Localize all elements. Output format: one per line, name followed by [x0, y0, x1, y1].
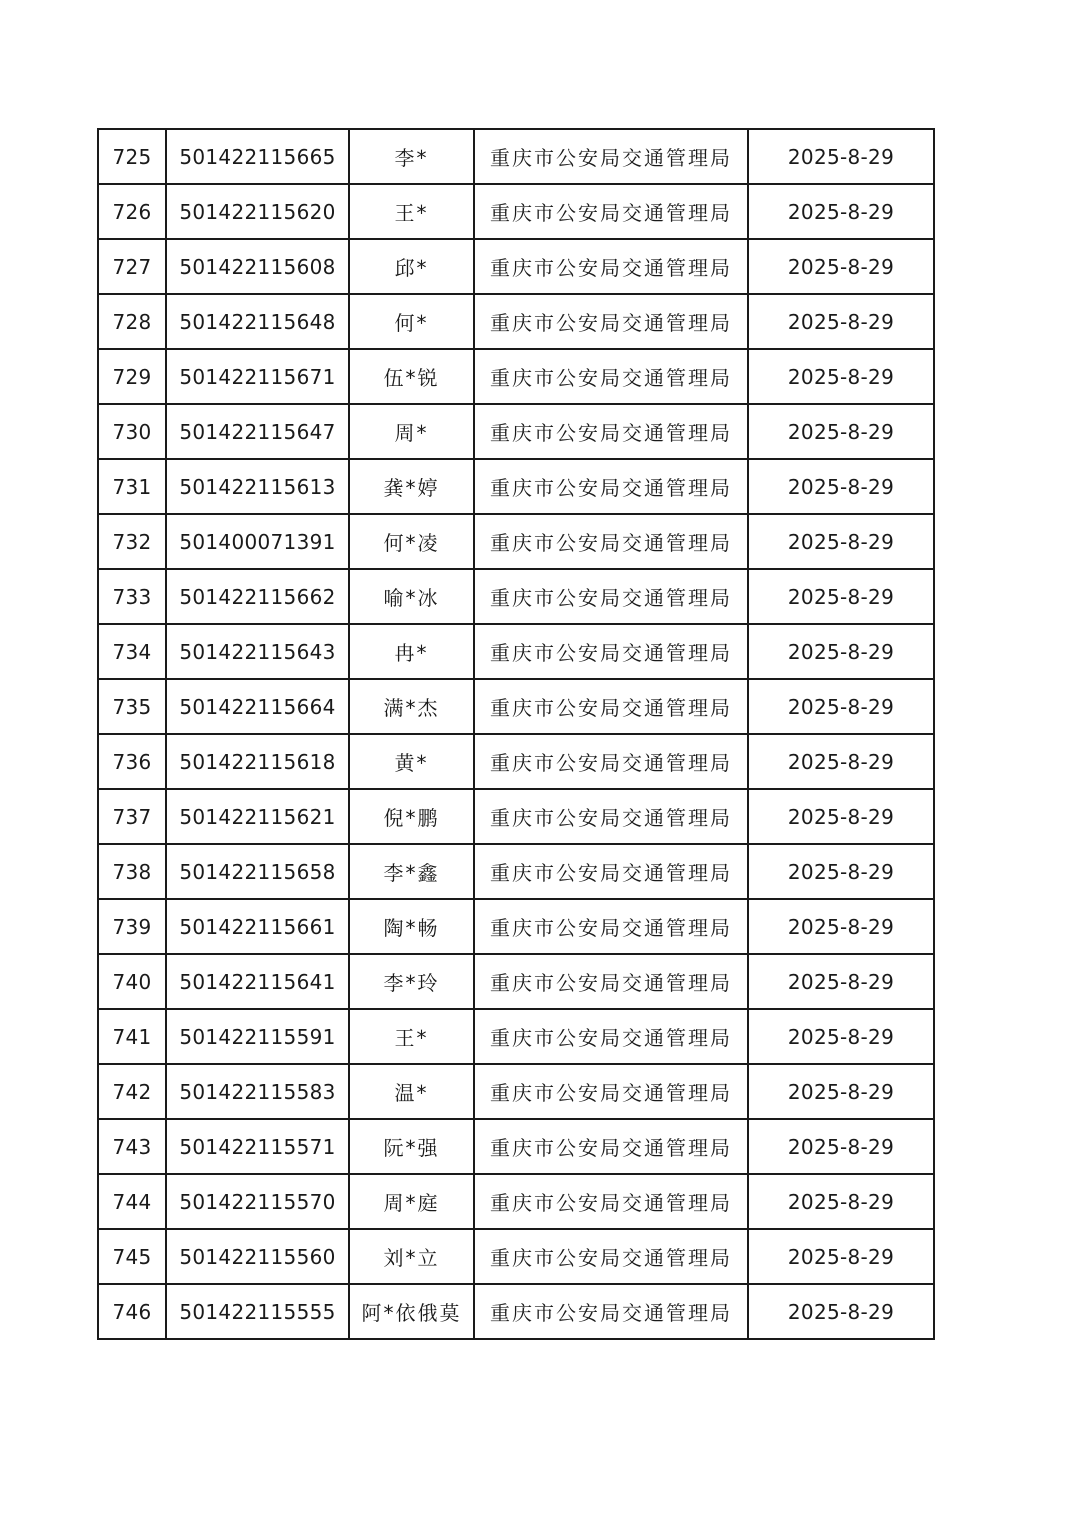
- table-row: [98, 734, 934, 789]
- name-cell: 满*杰: [349, 679, 474, 734]
- id-number-cell: 501422115661: [166, 899, 349, 954]
- name-cell: 李*鑫: [349, 844, 474, 899]
- row-number-cell: 725: [98, 129, 166, 184]
- organization-cell: 重庆市公安局交通管理局: [474, 129, 748, 184]
- name-cell: 黄*: [349, 734, 474, 789]
- organization-cell: 重庆市公安局交通管理局: [474, 899, 748, 954]
- organization-cell: 重庆市公安局交通管理局: [474, 1284, 748, 1339]
- organization-cell: 重庆市公安局交通管理局: [474, 844, 748, 899]
- name-cell: 冉*: [349, 624, 474, 679]
- id-number-cell: 501422115620: [166, 184, 349, 239]
- table-row: [98, 844, 934, 899]
- organization-cell: 重庆市公安局交通管理局: [474, 734, 748, 789]
- row-number-cell: 732: [98, 514, 166, 569]
- row-number-cell: 729: [98, 349, 166, 404]
- row-number-cell: 740: [98, 954, 166, 1009]
- table-row: [98, 239, 934, 294]
- organization-cell: 重庆市公安局交通管理局: [474, 184, 748, 239]
- table-row: [98, 1284, 934, 1339]
- table-row: [98, 404, 934, 459]
- id-number-cell: 501422115555: [166, 1284, 349, 1339]
- id-number-cell: 501422115647: [166, 404, 349, 459]
- name-cell: 喻*冰: [349, 569, 474, 624]
- date-cell: 2025-8-29: [748, 459, 934, 514]
- id-number-cell: 501422115665: [166, 129, 349, 184]
- id-number-cell: 501422115560: [166, 1229, 349, 1284]
- date-cell: 2025-8-29: [748, 294, 934, 349]
- date-cell: 2025-8-29: [748, 954, 934, 1009]
- date-cell: 2025-8-29: [748, 1119, 934, 1174]
- date-cell: 2025-8-29: [748, 1064, 934, 1119]
- row-number-cell: 746: [98, 1284, 166, 1339]
- date-cell: 2025-8-29: [748, 899, 934, 954]
- organization-cell: 重庆市公安局交通管理局: [474, 459, 748, 514]
- id-number-cell: 501422115671: [166, 349, 349, 404]
- name-cell: 何*: [349, 294, 474, 349]
- name-cell: 周*庭: [349, 1174, 474, 1229]
- organization-cell: 重庆市公安局交通管理局: [474, 569, 748, 624]
- id-number-cell: 501422115583: [166, 1064, 349, 1119]
- row-number-cell: 745: [98, 1229, 166, 1284]
- name-cell: 刘*立: [349, 1229, 474, 1284]
- table-row: [98, 624, 934, 679]
- row-number-cell: 736: [98, 734, 166, 789]
- row-number-cell: 737: [98, 789, 166, 844]
- table-row: [98, 129, 934, 184]
- id-number-cell: 501422115591: [166, 1009, 349, 1064]
- table-row: [98, 569, 934, 624]
- table-row: [98, 1009, 934, 1064]
- date-cell: 2025-8-29: [748, 789, 934, 844]
- row-number-cell: 726: [98, 184, 166, 239]
- organization-cell: 重庆市公安局交通管理局: [474, 1174, 748, 1229]
- row-number-cell: 734: [98, 624, 166, 679]
- name-cell: 阮*强: [349, 1119, 474, 1174]
- organization-cell: 重庆市公安局交通管理局: [474, 679, 748, 734]
- row-number-cell: 730: [98, 404, 166, 459]
- id-number-cell: 501422115571: [166, 1119, 349, 1174]
- id-number-cell: 501422115662: [166, 569, 349, 624]
- date-cell: 2025-8-29: [748, 349, 934, 404]
- date-cell: 2025-8-29: [748, 1229, 934, 1284]
- id-number-cell: 501400071391: [166, 514, 349, 569]
- id-number-cell: 501422115664: [166, 679, 349, 734]
- name-cell: 李*: [349, 129, 474, 184]
- organization-cell: 重庆市公安局交通管理局: [474, 1229, 748, 1284]
- id-number-cell: 501422115618: [166, 734, 349, 789]
- name-cell: 王*: [349, 184, 474, 239]
- row-number-cell: 731: [98, 459, 166, 514]
- records-table-body: [98, 129, 934, 1339]
- organization-cell: 重庆市公安局交通管理局: [474, 514, 748, 569]
- date-cell: 2025-8-29: [748, 679, 934, 734]
- date-cell: 2025-8-29: [748, 624, 934, 679]
- organization-cell: 重庆市公安局交通管理局: [474, 404, 748, 459]
- name-cell: 温*: [349, 1064, 474, 1119]
- table-row: [98, 459, 934, 514]
- date-cell: 2025-8-29: [748, 184, 934, 239]
- organization-cell: 重庆市公安局交通管理局: [474, 624, 748, 679]
- organization-cell: 重庆市公安局交通管理局: [474, 789, 748, 844]
- id-number-cell: 501422115608: [166, 239, 349, 294]
- table-row: [98, 679, 934, 734]
- id-number-cell: 501422115643: [166, 624, 349, 679]
- id-number-cell: 501422115621: [166, 789, 349, 844]
- organization-cell: 重庆市公安局交通管理局: [474, 1119, 748, 1174]
- row-number-cell: 743: [98, 1119, 166, 1174]
- table-row: [98, 1174, 934, 1229]
- name-cell: 伍*锐: [349, 349, 474, 404]
- row-number-cell: 739: [98, 899, 166, 954]
- id-number-cell: 501422115641: [166, 954, 349, 1009]
- organization-cell: 重庆市公安局交通管理局: [474, 1009, 748, 1064]
- date-cell: 2025-8-29: [748, 129, 934, 184]
- name-cell: 阿*依俄莫: [349, 1284, 474, 1339]
- date-cell: 2025-8-29: [748, 1284, 934, 1339]
- row-number-cell: 728: [98, 294, 166, 349]
- date-cell: 2025-8-29: [748, 514, 934, 569]
- table-row: [98, 294, 934, 349]
- name-cell: 倪*鹏: [349, 789, 474, 844]
- row-number-cell: 733: [98, 569, 166, 624]
- row-number-cell: 742: [98, 1064, 166, 1119]
- table-row: [98, 514, 934, 569]
- table-row: [98, 1229, 934, 1284]
- id-number-cell: 501422115658: [166, 844, 349, 899]
- date-cell: 2025-8-29: [748, 844, 934, 899]
- date-cell: 2025-8-29: [748, 569, 934, 624]
- table-row: [98, 954, 934, 1009]
- date-cell: 2025-8-29: [748, 734, 934, 789]
- table-row: [98, 789, 934, 844]
- name-cell: 龚*婷: [349, 459, 474, 514]
- row-number-cell: 727: [98, 239, 166, 294]
- name-cell: 陶*畅: [349, 899, 474, 954]
- table-row: [98, 1064, 934, 1119]
- name-cell: 何*凌: [349, 514, 474, 569]
- id-number-cell: 501422115570: [166, 1174, 349, 1229]
- date-cell: 2025-8-29: [748, 404, 934, 459]
- name-cell: 李*玲: [349, 954, 474, 1009]
- name-cell: 王*: [349, 1009, 474, 1064]
- organization-cell: 重庆市公安局交通管理局: [474, 349, 748, 404]
- organization-cell: 重庆市公安局交通管理局: [474, 954, 748, 1009]
- row-number-cell: 738: [98, 844, 166, 899]
- name-cell: 周*: [349, 404, 474, 459]
- table-row: [98, 349, 934, 404]
- id-number-cell: 501422115648: [166, 294, 349, 349]
- organization-cell: 重庆市公安局交通管理局: [474, 239, 748, 294]
- row-number-cell: 744: [98, 1174, 166, 1229]
- date-cell: 2025-8-29: [748, 1009, 934, 1064]
- date-cell: 2025-8-29: [748, 239, 934, 294]
- row-number-cell: 735: [98, 679, 166, 734]
- table-row: [98, 1119, 934, 1174]
- organization-cell: 重庆市公安局交通管理局: [474, 1064, 748, 1119]
- name-cell: 邱*: [349, 239, 474, 294]
- row-number-cell: 741: [98, 1009, 166, 1064]
- id-number-cell: 501422115613: [166, 459, 349, 514]
- records-table: [97, 128, 935, 1340]
- table-row: [98, 899, 934, 954]
- date-cell: 2025-8-29: [748, 1174, 934, 1229]
- organization-cell: 重庆市公安局交通管理局: [474, 294, 748, 349]
- table-row: [98, 184, 934, 239]
